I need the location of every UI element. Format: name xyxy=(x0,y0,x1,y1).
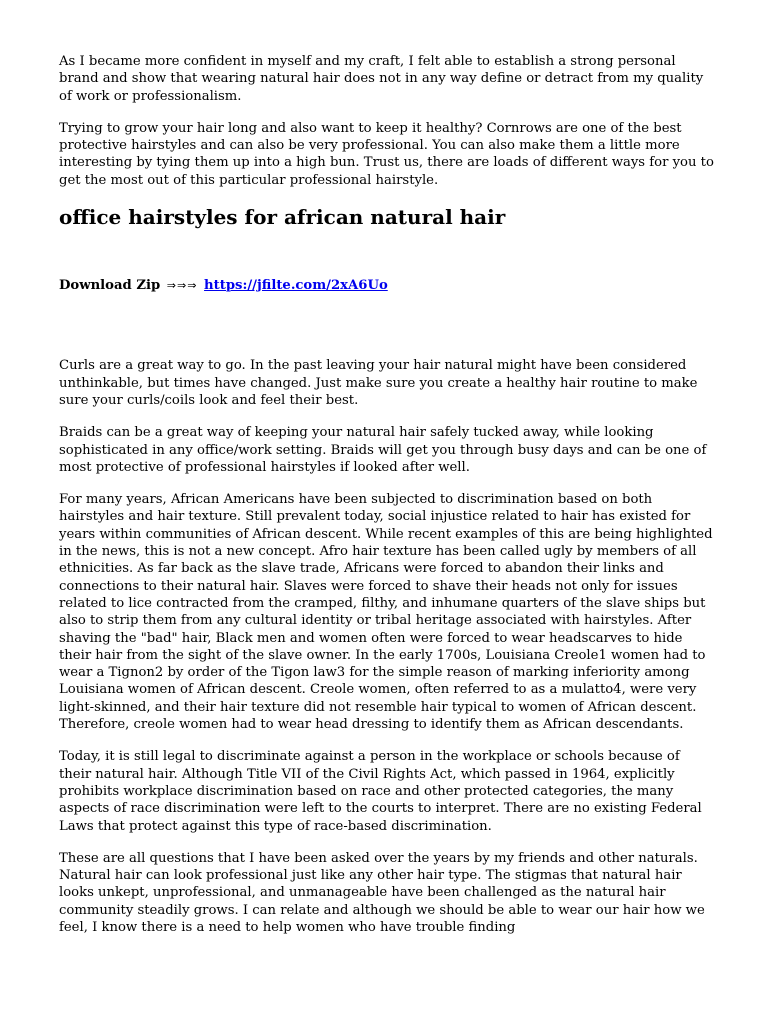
download-line xyxy=(59,277,714,294)
paragraph-history: For many years, African Americans have been subjected to discrimination based on both hairstyles and hair texture. Still prevalent today, social injustice related to hair has existed for years within communities of African descent. While recent examples of this are being highlighted in the news, this is not a new concept. Afro hair texture has been called ugly by members of all ethnicities. As far back as the slave trade, Africans were forced to abandon their links and connections to their natural hair. Slaves were forced to shave their heads not only for issues related to lice contracted from the cramped, filthy, and inhumane quarters of the slave ships but also to strip them from any cultural identity or tribal heritage associated with hairstyles. After shaving the "bad" hair, Black men and women often were forced to wear headscarves to hide their hair from the sight of the slave owner. In the early 1700s, Louisiana Creole1 women had to wear a Tignon2 by order of the Tigon law3 for the simple reason of marking inferiority among Louisiana women of African descent. Creole women, often referred to as a mulatto4, were very light-skinned, and their hair texture did not resemble hair typical to women of African descent. Therefore, creole women had to wear head dressing to identify them as African descendants. xyxy=(59,492,713,733)
paragraph-braids: Braids can be a great way of keeping your natural hair safely tucked away, while looking sophisticated in any office/work setting. Braids will get you through busy days and can be one of most protective of professional hairstyles if looked after well. xyxy=(59,425,707,475)
paragraph-confidence: As I became more confident in myself and my craft, I felt able to establish a strong personal brand and show that wearing natural hair does not in any way define or detract from my quality of work or professionalism. xyxy=(59,54,704,104)
paragraph-cornrows: Trying to grow your hair long and also want to keep it healthy? Cornrows are one of the best protective hairstyles and can also be very professional. You can also make them a little more interesting by tying them up into a high bun. Trust us, there are loads of different ways for you to get the most out of this particular professional hairstyle. xyxy=(59,120,714,188)
paragraph-curls: Curls are a great way to go. In the past leaving your hair natural might have been considered unthinkable, but times have changed. Just make sure you create a healthy hair routine to make sure your curls/coils look and feel their best. xyxy=(59,358,698,408)
page-title: office hairstyles for african natural hair xyxy=(59,205,506,230)
download-label: Download Zip xyxy=(59,278,161,294)
paragraph-legal: Today, it is still legal to discriminate against a person in the workplace or schools because of their natural hair. Although Title VII of the Civil Rights Act, which passed in 1964, explicitly prohibits workplace discrimination based on race and other protected categories, the many aspects of race discrimination were left to the courts to interpret. There are no existing Federal Laws that protect against this type of race-based discrimination. xyxy=(59,749,702,834)
paragraph-questions: These are all questions that I have been asked over the years by my friends and other naturals. Natural hair can look professional just like any other hair type. The stigmas that natural hair looks unkept, unprofessional, and unmanageable have been challenged as the natural hair community steadily grows. I can relate and although we should be able to wear our hair how we feel, I know there is a need to help women who have trouble finding xyxy=(59,850,705,935)
download-link[interactable]: https://jfilte.com/2xA6Uo xyxy=(204,278,388,294)
document-body xyxy=(59,53,714,936)
arrows-icon: ⇒⇒⇒ xyxy=(166,279,198,293)
